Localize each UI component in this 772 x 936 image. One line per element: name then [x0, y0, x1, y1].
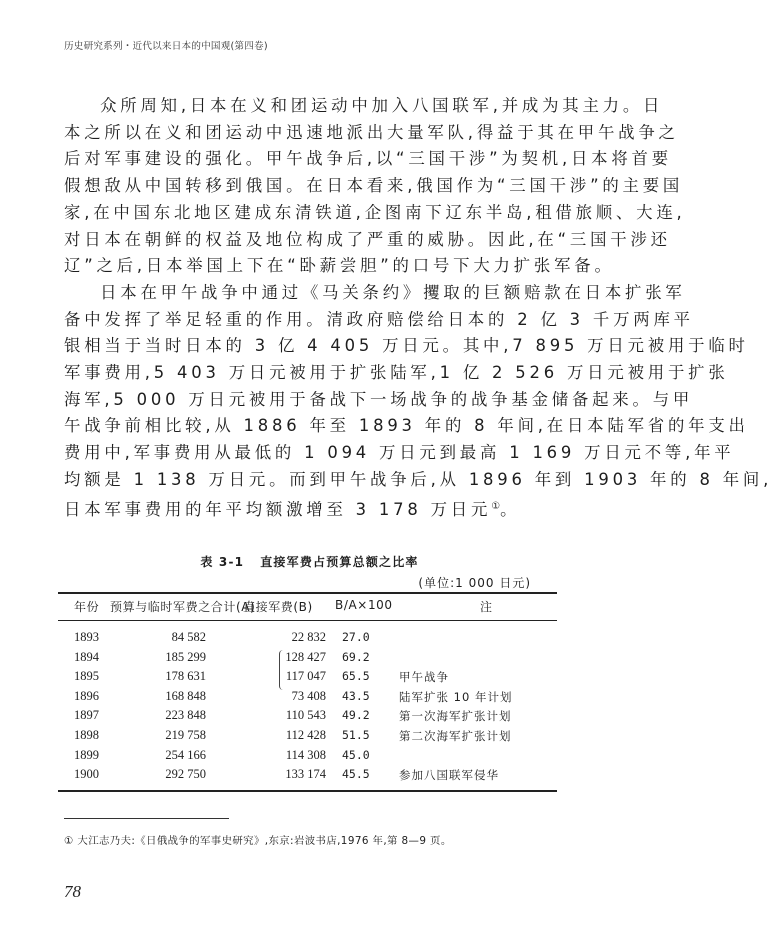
text-line: 后对军事建设的强化。甲午战争后,以“三国干涉”为契机,日本将首要 [64, 149, 672, 169]
cell-ratio: 45.5 [342, 767, 370, 782]
header-direct-b: 直接军费(B) [243, 600, 313, 614]
cell-note: 参加八国联军侵华 [399, 768, 499, 783]
text-line: 午战争前相比较,从 1886 年至 1893 年的 8 年间,在日本陆军省的年支出 [64, 416, 749, 436]
cell-direct-b: 117 047 [285, 669, 326, 684]
cell-note: 第一次海军扩张计划 [399, 709, 512, 724]
header-note: 注 [480, 600, 493, 614]
bracket-1894-1895 [279, 650, 284, 690]
cell-total-a: 219 758 [165, 728, 206, 742]
cell-year: 1895 [74, 669, 99, 684]
cell-direct-b: 114 308 [285, 747, 326, 762]
header-year: 年份 [74, 600, 100, 614]
cell-note: 第二次海军扩张计划 [399, 729, 512, 743]
table-caption [0, 553, 619, 570]
cell-direct-b: 22 832 [291, 630, 326, 644]
footnote: ① 大江志乃夫:《日俄战争的军事史研究》,东京:岩波书店,1976 年,第 8—9 页。 [64, 835, 452, 847]
cell-year: 1893 [74, 630, 99, 644]
cell-total-a: 223 848 [165, 708, 206, 723]
table-row [58, 650, 557, 670]
cell-ratio: 51.5 [342, 728, 370, 742]
text-line: 费用中,军事费用从最低的 1 094 万日元到最高 1 169 万日元不等,年平 [64, 443, 735, 463]
table-title: 直接军费占预算总额之比率 [260, 555, 419, 569]
text-line: 海军,5 000 万日元被用于备战下一场战争的战争基金储备起来。与甲 [64, 389, 694, 409]
cell-year: 1896 [74, 688, 99, 703]
header-total-a: 预算与临时军费之合计(A) [110, 600, 256, 614]
cell-total-a: 84 582 [171, 630, 206, 644]
body-text [64, 93, 772, 523]
table-row [58, 630, 557, 650]
table-row [58, 767, 557, 787]
cell-total-a: 178 631 [165, 669, 206, 684]
cell-ratio: 45.0 [342, 747, 370, 762]
cell-note: 甲午战争 [399, 670, 449, 685]
running-head: 历史研究系列・近代以来日本的中国观(第四卷) [64, 41, 268, 52]
cell-year: 1897 [74, 708, 99, 723]
footnote-marker[interactable]: ① [491, 500, 501, 512]
text-line: 日本在甲午战争中通过《马关条约》攫取的巨额赔款在日本扩张军 [100, 282, 686, 302]
cell-year: 1898 [74, 728, 99, 742]
text-line: 对日本在朝鲜的权益及地位构成了严重的威胁。因此,在“三国干涉还 [64, 229, 671, 249]
table-row [58, 708, 557, 728]
header-ratio: B/A×100 [335, 598, 393, 612]
cell-direct-b: 133 174 [285, 767, 326, 782]
cell-year: 1894 [74, 649, 99, 664]
cell-ratio: 49.2 [342, 708, 370, 723]
text-line: 均额是 1 138 万日元。而到甲午战争后,从 1896 年到 1903 年的 8 年间, [64, 469, 772, 489]
cell-total-a: 168 848 [165, 688, 206, 703]
cell-total-a: 254 166 [165, 747, 206, 762]
table-row [58, 669, 557, 689]
cell-note: 陆军扩张 10 年计划 [399, 689, 513, 704]
cell-ratio: 43.5 [342, 688, 370, 703]
cell-ratio: 27.0 [342, 630, 370, 644]
table-header-rule [58, 620, 557, 621]
end-punct: 。 [500, 499, 521, 519]
cell-direct-b: 112 428 [285, 728, 326, 742]
table-unit: (单位:1 000 日元) [418, 576, 531, 590]
text-line: 假想敌从中国转移到俄国。在日本看来,俄国作为“三国干涉”的主要国 [64, 176, 684, 196]
text-line-content: 日本军事费用的年平均额激增至 3 178 万日元 [64, 499, 492, 519]
table-row [58, 748, 557, 768]
paragraph-1 [64, 93, 686, 280]
page-number: 78 [64, 882, 81, 901]
cell-direct-b: 110 543 [285, 708, 326, 723]
text-line: 家,在中国东北地区建成东清铁道,企图南下辽东半岛,租借旅顺、大连, [64, 202, 686, 222]
paragraph-2 [64, 280, 772, 523]
table-bottom-rule [58, 790, 557, 792]
cell-year: 1900 [74, 767, 99, 782]
cell-total-a: 292 750 [165, 767, 206, 782]
text-line: 众所周知,日本在义和团运动中加入八国联军,并成为其主力。日 [100, 96, 664, 115]
cell-direct-b: 128 427 [285, 649, 326, 664]
text-line-last [28, 494, 557, 524]
table-row [58, 728, 557, 748]
cell-direct-b: 73 408 [291, 688, 326, 703]
cell-total-a: 185 299 [165, 649, 206, 664]
text-line: 备中发挥了举足轻重的作用。清政府赔偿给日本的 2 亿 3 千万两库平 [64, 309, 694, 329]
footnote-rule [64, 818, 229, 819]
cell-year: 1899 [74, 747, 99, 762]
cell-ratio: 69.2 [342, 649, 370, 664]
cell-ratio: 65.5 [342, 669, 370, 684]
table-number: 表 3-1 [200, 555, 245, 569]
text-line: 军事费用,5 403 万日元被用于扩张陆军,1 亿 2 526 万日元被用于扩张 [64, 363, 729, 383]
text-line: 本之所以在义和团运动中迅速地派出大量军队,得益于其在甲午战争之 [64, 122, 679, 142]
text-line: 辽”之后,日本举国上下在“卧薪尝胆”的口号下大力扩张军备。 [64, 256, 615, 276]
table-row [58, 689, 557, 709]
text-line: 银相当于当时日本的 3 亿 4 405 万日元。其中,7 895 万日元被用于临时 [64, 336, 749, 356]
table-top-rule [58, 592, 557, 594]
